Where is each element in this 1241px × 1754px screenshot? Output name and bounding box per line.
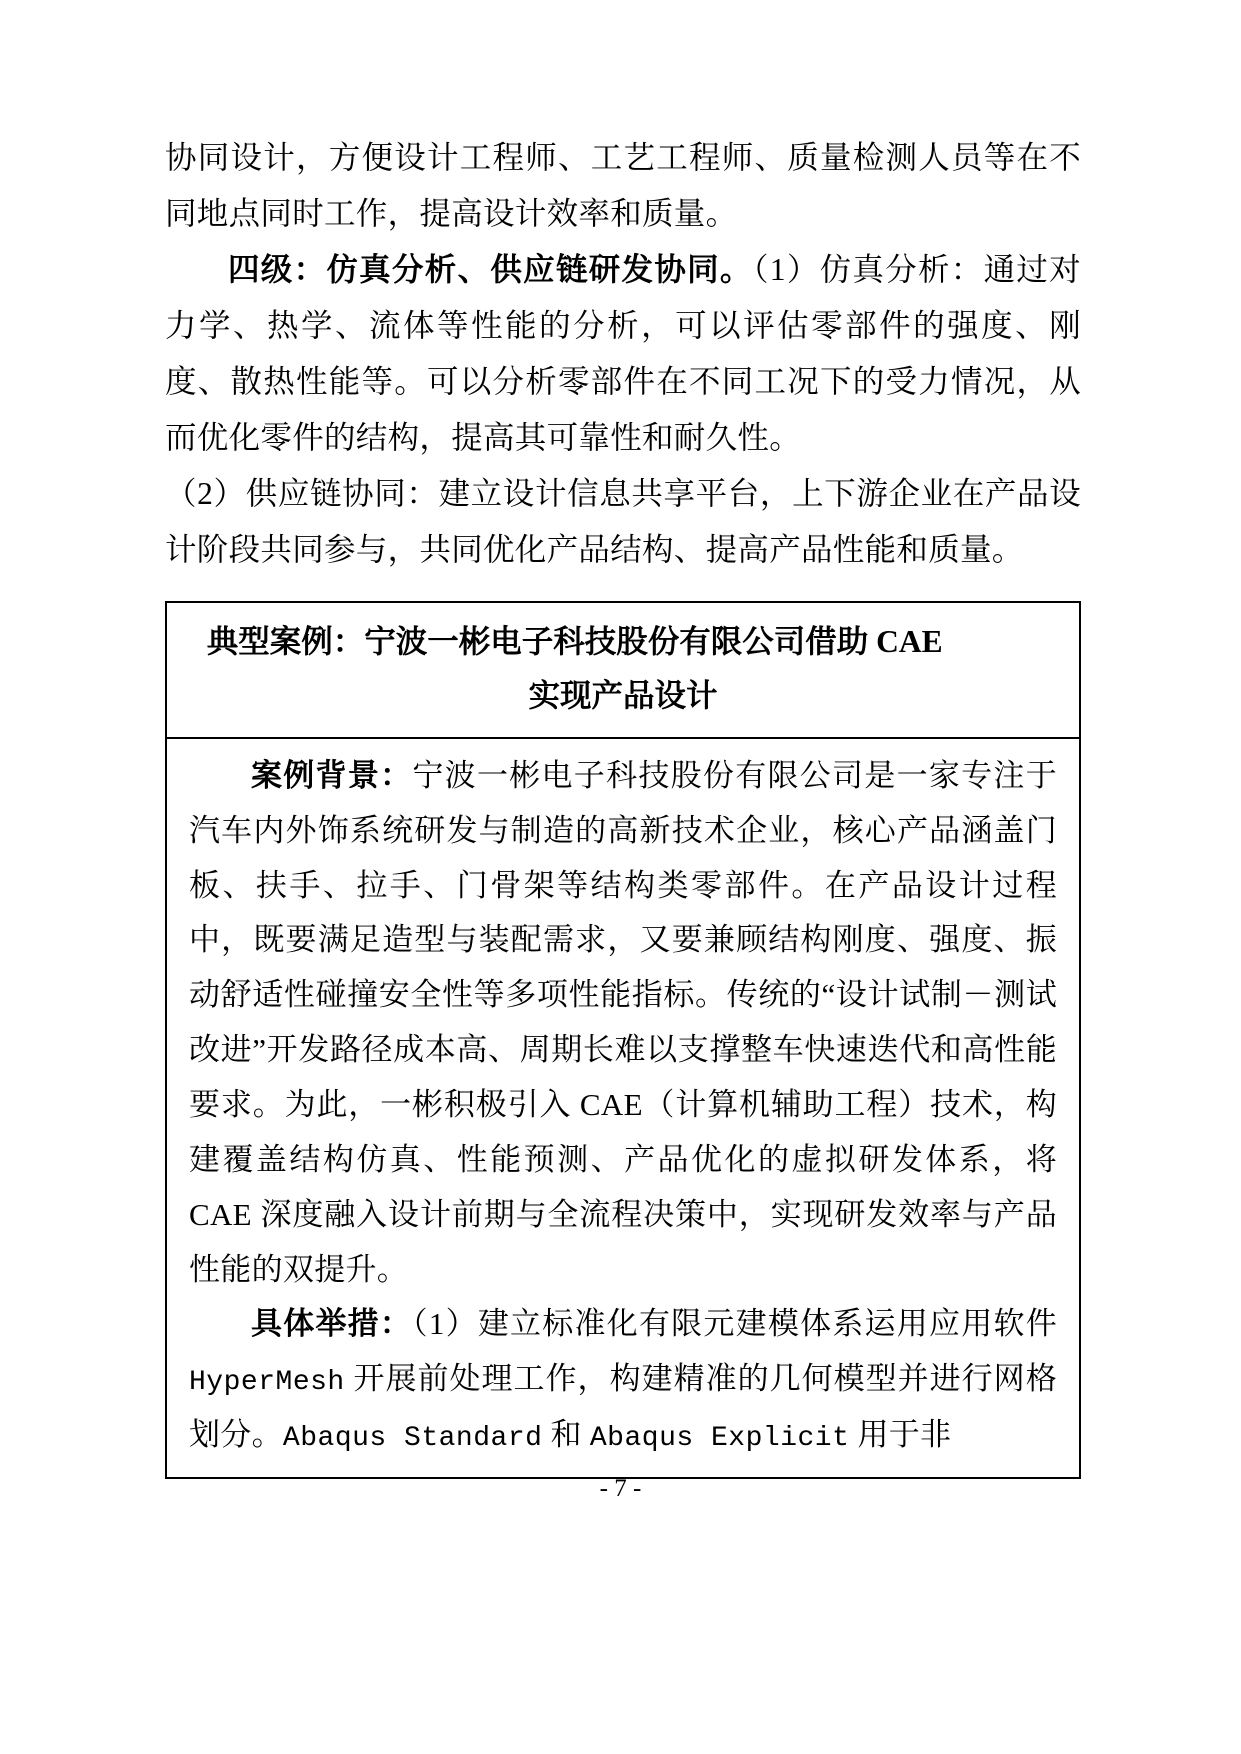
software-name-hypermesh: HyperMesh — [189, 1367, 345, 1399]
case-study-title-line-1: 典型案例：宁波一彬电子科技股份有限公司借助 CAE — [206, 623, 943, 659]
case-measures-text-3: 和 — [542, 1416, 590, 1452]
software-name-abaqus-explicit: Abaqus Explicit — [589, 1422, 850, 1454]
case-background-paragraph — [189, 749, 1057, 1298]
paragraph-2-text: （1）仿真分析：通过对力学、热学、流体等性能的分析，可以评估零部件的强度、刚度、散热性能等。可以分析零部件在不同工况下的受力情况，从而优化零件的结构，提高其可靠性和耐久性。 — [165, 252, 1081, 456]
paragraph-2-heading: 四级：仿真分析、供应链研发协同。 — [228, 252, 753, 288]
case-study-box — [165, 601, 1081, 1480]
case-measures-label: 具体举措： — [251, 1306, 413, 1342]
case-study-body — [167, 739, 1079, 1478]
software-name-abaqus-standard: Abaqus Standard — [282, 1422, 543, 1454]
intro-paragraph-block — [165, 130, 1081, 579]
case-measures-text-2: 开展前处理工作，构建精准的几何模型并进行网格划分。 — [189, 1361, 1057, 1452]
case-background-text: 宁波一彬电子科技股份有限公司是一家专注于汽车内外饰系统研发与制造的高新技术企业，核心产品涵盖门板、扶手、拉手、门骨架等结构类零部件。在产品设计过程中，既要满足造型与装配需求，又要兼顾结构刚度、强度、振动舒适性碰撞安全性等多项性能指标。传统的“设计试制－测试改进”开发路径成本高、周期长难以支撑整车快速迭代和高性能要求。为此，一彬积极引入 CAE（计算机辅助工程）技术，构建覆盖结构仿真、性能预测、产品优化的虚拟研发体系，将 CAE 深度融入设计前期与全流程决策中，实现研发效率与产品性能的双提升。 — [189, 757, 1058, 1287]
case-measures-text-1: （1）建立标准化有限元建模体系运用应用软件 — [412, 1306, 1057, 1342]
case-measures-paragraph — [189, 1297, 1057, 1463]
case-background-paragraph-wrap — [189, 749, 1057, 1464]
case-study-title — [167, 603, 1079, 739]
case-measures-text-4: 用于非 — [849, 1416, 952, 1452]
paragraph-1: 协同设计，方便设计工程师、工艺工程师、质量检测人员等在不同地点同时工作，提高设计效率和质量。 — [165, 140, 1081, 232]
page-footer — [0, 1475, 1241, 1503]
case-study-title-line-2: 实现产品设计 — [528, 677, 718, 713]
page-number: - 7 - — [599, 1475, 642, 1502]
paragraph-3: （2）供应链协同：建立设计信息共享平台，上下游企业在产品设计阶段共同参与，共同优化产品结构、提高产品性能和质量。 — [165, 476, 1081, 568]
case-background-label: 案例背景： — [251, 757, 413, 793]
paragraph-2 — [165, 242, 1081, 466]
